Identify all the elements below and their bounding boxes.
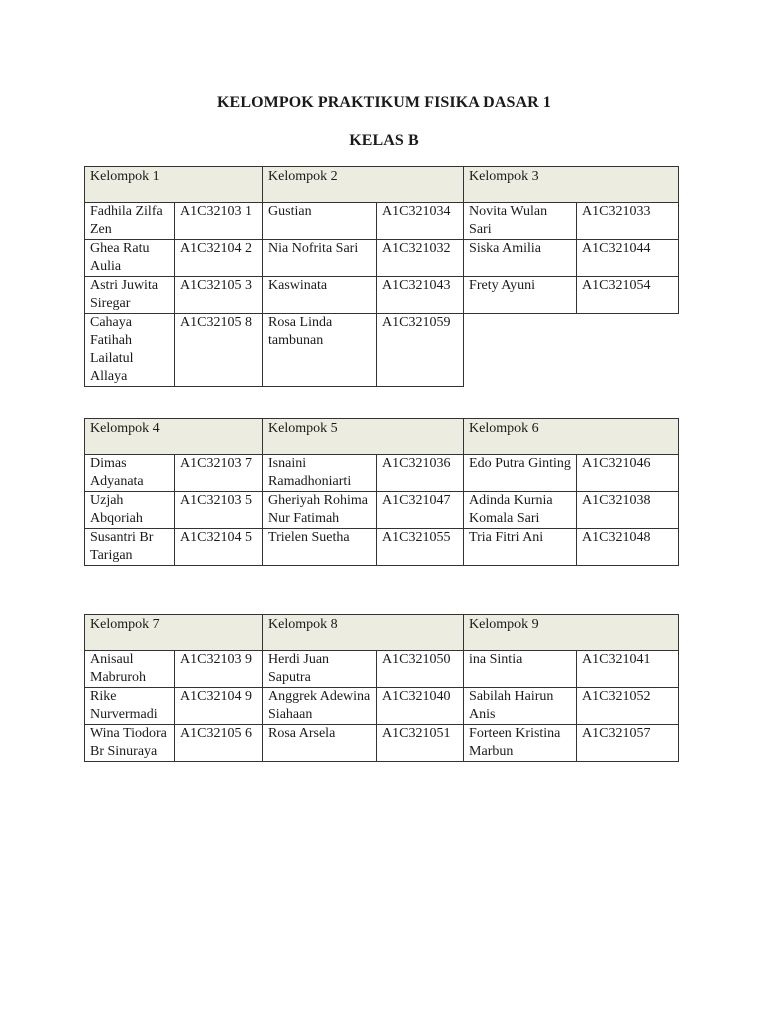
- student-id: A1C321050: [377, 651, 464, 688]
- student-id: A1C32103 7: [175, 455, 263, 492]
- student-id: A1C32105 6: [175, 725, 263, 762]
- member-name: Anisaul Mabruroh: [85, 651, 175, 688]
- member-name: Nia Nofrita Sari: [263, 240, 377, 277]
- member-name: Herdi Juan Saputra: [263, 651, 377, 688]
- group-header-row: [85, 419, 679, 455]
- student-id: A1C32103 5: [175, 492, 263, 529]
- page-title: KELOMPOK PRAKTIKUM FISIKA DASAR 1: [217, 94, 551, 111]
- class-subtitle: KELAS B: [349, 132, 419, 149]
- member-name: Astri Juwita Siregar: [85, 277, 175, 314]
- student-id: A1C32104 9: [175, 688, 263, 725]
- group-name: Kelompok 2: [263, 167, 464, 203]
- group-name: Kelompok 6: [464, 419, 679, 455]
- student-id: A1C32105 8: [175, 314, 263, 387]
- student-id: A1C32103 9: [175, 651, 263, 688]
- empty-cell: [464, 314, 679, 387]
- group-name: Kelompok 5: [263, 419, 464, 455]
- member-name: Edo Putra Ginting: [464, 455, 577, 492]
- group-table-1: [84, 166, 679, 387]
- student-id: A1C321059: [377, 314, 464, 387]
- group-table-2: [84, 418, 679, 566]
- table-row: [85, 492, 679, 529]
- member-name: Rike Nurvermadi: [85, 688, 175, 725]
- student-id: A1C321032: [377, 240, 464, 277]
- table-row: [85, 240, 679, 277]
- student-id: A1C32104 2: [175, 240, 263, 277]
- member-name: Ghea Ratu Aulia: [85, 240, 175, 277]
- member-name: Siska Amilia: [464, 240, 577, 277]
- group-name: Kelompok 9: [464, 615, 679, 651]
- table-row: [85, 277, 679, 314]
- student-id: A1C321052: [577, 688, 679, 725]
- member-name: Gustian: [263, 203, 377, 240]
- group-name: Kelompok 4: [85, 419, 263, 455]
- student-id: A1C321043: [377, 277, 464, 314]
- group-name: Kelompok 8: [263, 615, 464, 651]
- member-name: Adinda Kurnia Komala Sari: [464, 492, 577, 529]
- student-id: A1C321040: [377, 688, 464, 725]
- student-id: A1C321044: [577, 240, 679, 277]
- member-name: Dimas Adyanata: [85, 455, 175, 492]
- student-id: A1C321046: [577, 455, 679, 492]
- group-name: Kelompok 1: [85, 167, 263, 203]
- member-name: Tria Fitri Ani: [464, 529, 577, 566]
- member-name: Rosa Linda tambunan: [263, 314, 377, 387]
- member-name: Isnaini Ramadhoniarti: [263, 455, 377, 492]
- member-name: Gheriyah Rohima Nur Fatimah: [263, 492, 377, 529]
- member-name: Susantri Br Tarigan: [85, 529, 175, 566]
- table-row: [85, 688, 679, 725]
- student-id: A1C321057: [577, 725, 679, 762]
- group-name: Kelompok 3: [464, 167, 679, 203]
- student-id: A1C321047: [377, 492, 464, 529]
- student-id: A1C321038: [577, 492, 679, 529]
- student-id: A1C321036: [377, 455, 464, 492]
- table-row: [85, 455, 679, 492]
- member-name: Kaswinata: [263, 277, 377, 314]
- table-row: [85, 651, 679, 688]
- table-row: [85, 529, 679, 566]
- member-name: Forteen Kristina Marbun: [464, 725, 577, 762]
- student-id: A1C321055: [377, 529, 464, 566]
- student-id: A1C321034: [377, 203, 464, 240]
- student-id: A1C321051: [377, 725, 464, 762]
- member-name: Anggrek Adewina Siahaan: [263, 688, 377, 725]
- group-table-3: [84, 614, 679, 762]
- member-name: Rosa Arsela: [263, 725, 377, 762]
- student-id: A1C321033: [577, 203, 679, 240]
- group-header-row: [85, 167, 679, 203]
- student-id: A1C321041: [577, 651, 679, 688]
- member-name: Uzjah Abqoriah: [85, 492, 175, 529]
- student-id: A1C32105 3: [175, 277, 263, 314]
- table-row: [85, 314, 679, 387]
- student-id: A1C321054: [577, 277, 679, 314]
- member-name: Cahaya Fatihah Lailatul Allaya: [85, 314, 175, 387]
- member-name: Novita Wulan Sari: [464, 203, 577, 240]
- group-header-row: [85, 615, 679, 651]
- member-name: Frety Ayuni: [464, 277, 577, 314]
- table-row: [85, 725, 679, 762]
- group-name: Kelompok 7: [85, 615, 263, 651]
- member-name: Trielen Suetha: [263, 529, 377, 566]
- member-name: ina Sintia: [464, 651, 577, 688]
- student-id: A1C32103 1: [175, 203, 263, 240]
- member-name: Wina Tiodora Br Sinuraya: [85, 725, 175, 762]
- member-name: Sabilah Hairun Anis: [464, 688, 577, 725]
- member-name: Fadhila Zilfa Zen: [85, 203, 175, 240]
- student-id: A1C32104 5: [175, 529, 263, 566]
- table-row: [85, 203, 679, 240]
- student-id: A1C321048: [577, 529, 679, 566]
